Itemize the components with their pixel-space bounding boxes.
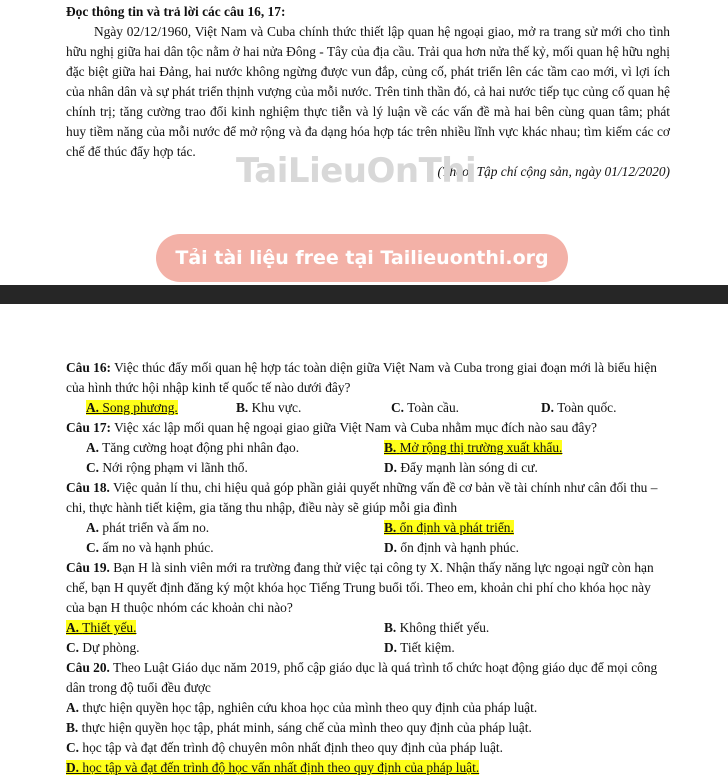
option-c[interactable]: C. học tập và đạt đến trình độ chuyên môn nhất định theo quy định của pháp luật.: [66, 740, 503, 755]
option-b[interactable]: B. Không thiết yếu.: [384, 620, 490, 635]
option-a[interactable]: A. Song phương.: [86, 400, 178, 415]
option-d[interactable]: D. ổn định và hạnh phúc.: [384, 540, 520, 555]
question-17: [66, 418, 670, 438]
question-text: Bạn H là sinh viên mới ra trường đang thử việc tại công ty X. Nhận thấy năng lực ngoại ngữ còn hạn chế, bạn H quyết định đăng ký một khóa học Tiếng Trung buổi tối. Theo em, khoản chi phí cho khóa học này của bạn H thuộc nhóm các khoản chi nào?: [66, 560, 654, 615]
question-label: Câu 19.: [66, 560, 110, 575]
question-19: [66, 558, 670, 618]
options-18: [86, 518, 670, 558]
question-list: [66, 358, 670, 778]
option-c[interactable]: C. Dự phòng.: [66, 640, 140, 655]
question-20: [66, 658, 670, 698]
option-b[interactable]: B. Khu vực.: [236, 400, 302, 415]
option-a[interactable]: A. thực hiện quyền học tập, nghiên cứu khoa học của mình theo quy định của pháp luật.: [66, 700, 538, 715]
question-16: [66, 358, 670, 398]
question-text: Việc thúc đẩy mối quan hệ hợp tác toàn diện giữa Việt Nam và Cuba trong giai đoạn mới là biểu hiện của hình thức hội nhập kinh tế quốc tế nào dưới đây?: [66, 360, 657, 395]
watermark-logo: TaiLieuOnThi: [236, 151, 477, 191]
option-b[interactable]: B. Mở rộng thị trường xuất khẩu.: [384, 440, 563, 455]
question-label: Câu 17:: [66, 420, 112, 435]
question-label: Câu 20.: [66, 660, 110, 675]
option-b[interactable]: B. ổn định và phát triển.: [384, 520, 514, 535]
question-18: [66, 478, 670, 518]
passage-source: (Theo: Tập chí cộng sản, ngày 01/12/2020): [437, 164, 670, 179]
option-c[interactable]: C. Nới rộng phạm vi lãnh thổ.: [86, 460, 248, 475]
options-19: [66, 618, 670, 658]
option-d[interactable]: D. học tập và đạt đến trình độ học vấn nhất định theo quy định của pháp luật.: [66, 760, 480, 775]
option-a[interactable]: A. phát triển và ấm no.: [86, 520, 210, 535]
option-c[interactable]: C. Toàn cầu.: [391, 400, 459, 415]
passage-heading: Đọc thông tin và trả lời các câu 16, 17:: [66, 4, 286, 19]
reading-passage: [66, 2, 670, 191]
option-c[interactable]: C. ấm no và hạnh phúc.: [86, 540, 214, 555]
question-text: Việc xác lập mối quan hệ ngoại giao giữa Việt Nam và Cuba nhằm mục đích nào sau đây?: [114, 420, 597, 435]
options-16: [86, 398, 670, 418]
options-17: [86, 438, 670, 478]
divider-band: [0, 285, 728, 304]
option-d[interactable]: D. Toàn quốc.: [541, 400, 617, 415]
passage-body: Ngày 02/12/1960, Việt Nam và Cuba chính thức thiết lập quan hệ ngoại giao, mở ra trang sử mới cho tình hữu nghị giữa hai dân tộc nằm ở hai nửa Đông - Tây của địa cầu. Trải qua hơn nửa thế kỷ, mối quan hệ hữu nghị đặc biệt giữa hai Đảng, hai nước không ngừng được vun đắp, củng cố, phát triển lên các tầm cao mới, vì lợi ích của nhân dân và sự phát triển thịnh vượng của mỗi nước. Trên tinh thần đó, cả hai nước tiếp tục củng cố quan hệ chính trị; tăng cường trao đổi kinh nghiệm thực tiễn và lý luận về các vấn đề mà hai bên cùng quan tâm; phát huy tiềm năng của mỗi nước để mở rộng và đa dạng hóa hợp tác trên nhiều lĩnh vực khác nhau; tìm kiếm các cơ chế để thúc đẩy hợp tác.: [66, 24, 670, 159]
download-banner[interactable]: Tải tài liệu free tại Tailieuonthi.org: [156, 234, 568, 282]
option-a[interactable]: A. Thiết yếu.: [66, 620, 137, 635]
question-text: Việc quản lí thu, chi hiệu quả góp phần giải quyết những vấn đề cơ bản về tài chính như cân đối thu – chi, thực hành tiết kiệm, gia tăng thu nhập, điều này sẽ giúp mỗi gia đình: [66, 480, 658, 515]
question-text: Theo Luật Giáo dục năm 2019, phổ cập giáo dục là quá trình tổ chức hoạt động giáo dục để mọi công dân trong độ tuổi đều được: [66, 660, 658, 695]
question-label: Câu 18.: [66, 480, 110, 495]
option-d[interactable]: D. Đẩy mạnh làn sóng di cư.: [384, 460, 538, 475]
option-a[interactable]: A. Tăng cường hoạt động phi nhân đạo.: [86, 440, 300, 455]
question-label: Câu 16:: [66, 360, 112, 375]
option-d[interactable]: D. Tiết kiệm.: [384, 640, 455, 655]
option-b[interactable]: B. thực hiện quyền học tập, phát minh, sáng chế của mình theo quy định của pháp luật.: [66, 720, 532, 735]
